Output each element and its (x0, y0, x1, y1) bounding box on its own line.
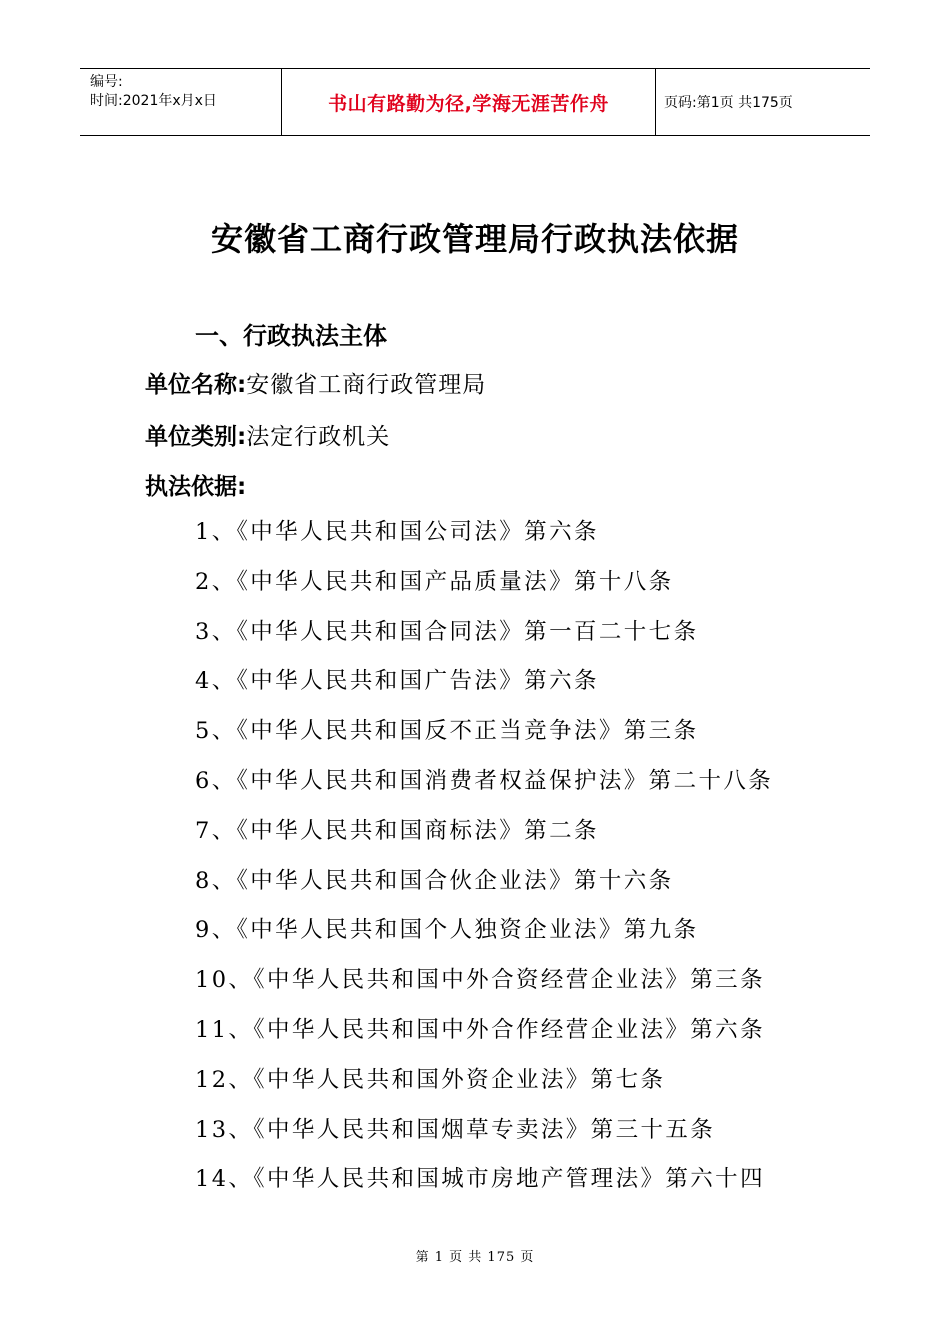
list-item: 6、《中华人民共和国消费者权益保护法》第二十八条 (195, 767, 774, 794)
list-item: 14、《中华人民共和国城市房地产管理法》第六十四 (195, 1166, 765, 1193)
unit-name-row (145, 366, 486, 399)
unit-type-value: 法定行政机关 (246, 424, 391, 450)
list-item: 11、《中华人民共和国中外合作经营企业法》第六条 (195, 1016, 765, 1043)
list-item: 8、《中华人民共和国合伙企业法》第十六条 (195, 867, 674, 894)
unit-name-label: 单位名称: (145, 372, 247, 398)
list-item: 2、《中华人民共和国产品质量法》第十八条 (195, 568, 674, 595)
document-number-label: 编号: (90, 74, 123, 90)
list-item: 10、《中华人民共和国中外合资经营企业法》第三条 (195, 967, 765, 994)
document-time: 时间:2021年x月x日 (90, 93, 217, 109)
unit-type-label: 单位类别: (145, 424, 247, 450)
list-item: 3、《中华人民共和国合同法》第一百二十七条 (195, 618, 699, 645)
basis-row (145, 468, 246, 501)
unit-name-value: 安徽省工商行政管理局 (246, 372, 487, 398)
page-footer: 第 1 页 共 175 页 (415, 1250, 535, 1265)
law-list (195, 508, 773, 1205)
list-item: 4、《中华人民共和国广告法》第六条 (195, 668, 599, 695)
list-item: 13、《中华人民共和国烟草专卖法》第三十五条 (195, 1116, 716, 1143)
header-meta (80, 69, 282, 135)
header-page-info: 页码:第1页 共175页 (664, 95, 793, 111)
list-item: 9、《中华人民共和国个人独资企业法》第九条 (195, 917, 699, 944)
section-heading: 一、行政执法主体 (195, 322, 387, 350)
list-item: 7、《中华人民共和国商标法》第二条 (195, 817, 599, 844)
page-header (80, 68, 870, 136)
basis-label: 执法依据: (145, 474, 247, 500)
unit-type-row (145, 418, 390, 451)
list-item: 1、《中华人民共和国公司法》第六条 (195, 519, 599, 545)
header-motto: 书山有路勤为径,学海无涯苦作舟 (282, 69, 656, 135)
list-item: 5、《中华人民共和国反不正当竞争法》第三条 (195, 718, 699, 745)
document-title: 安徽省工商行政管理局行政执法依据 (210, 220, 739, 258)
list-item: 12、《中华人民共和国外资企业法》第七条 (195, 1066, 666, 1093)
